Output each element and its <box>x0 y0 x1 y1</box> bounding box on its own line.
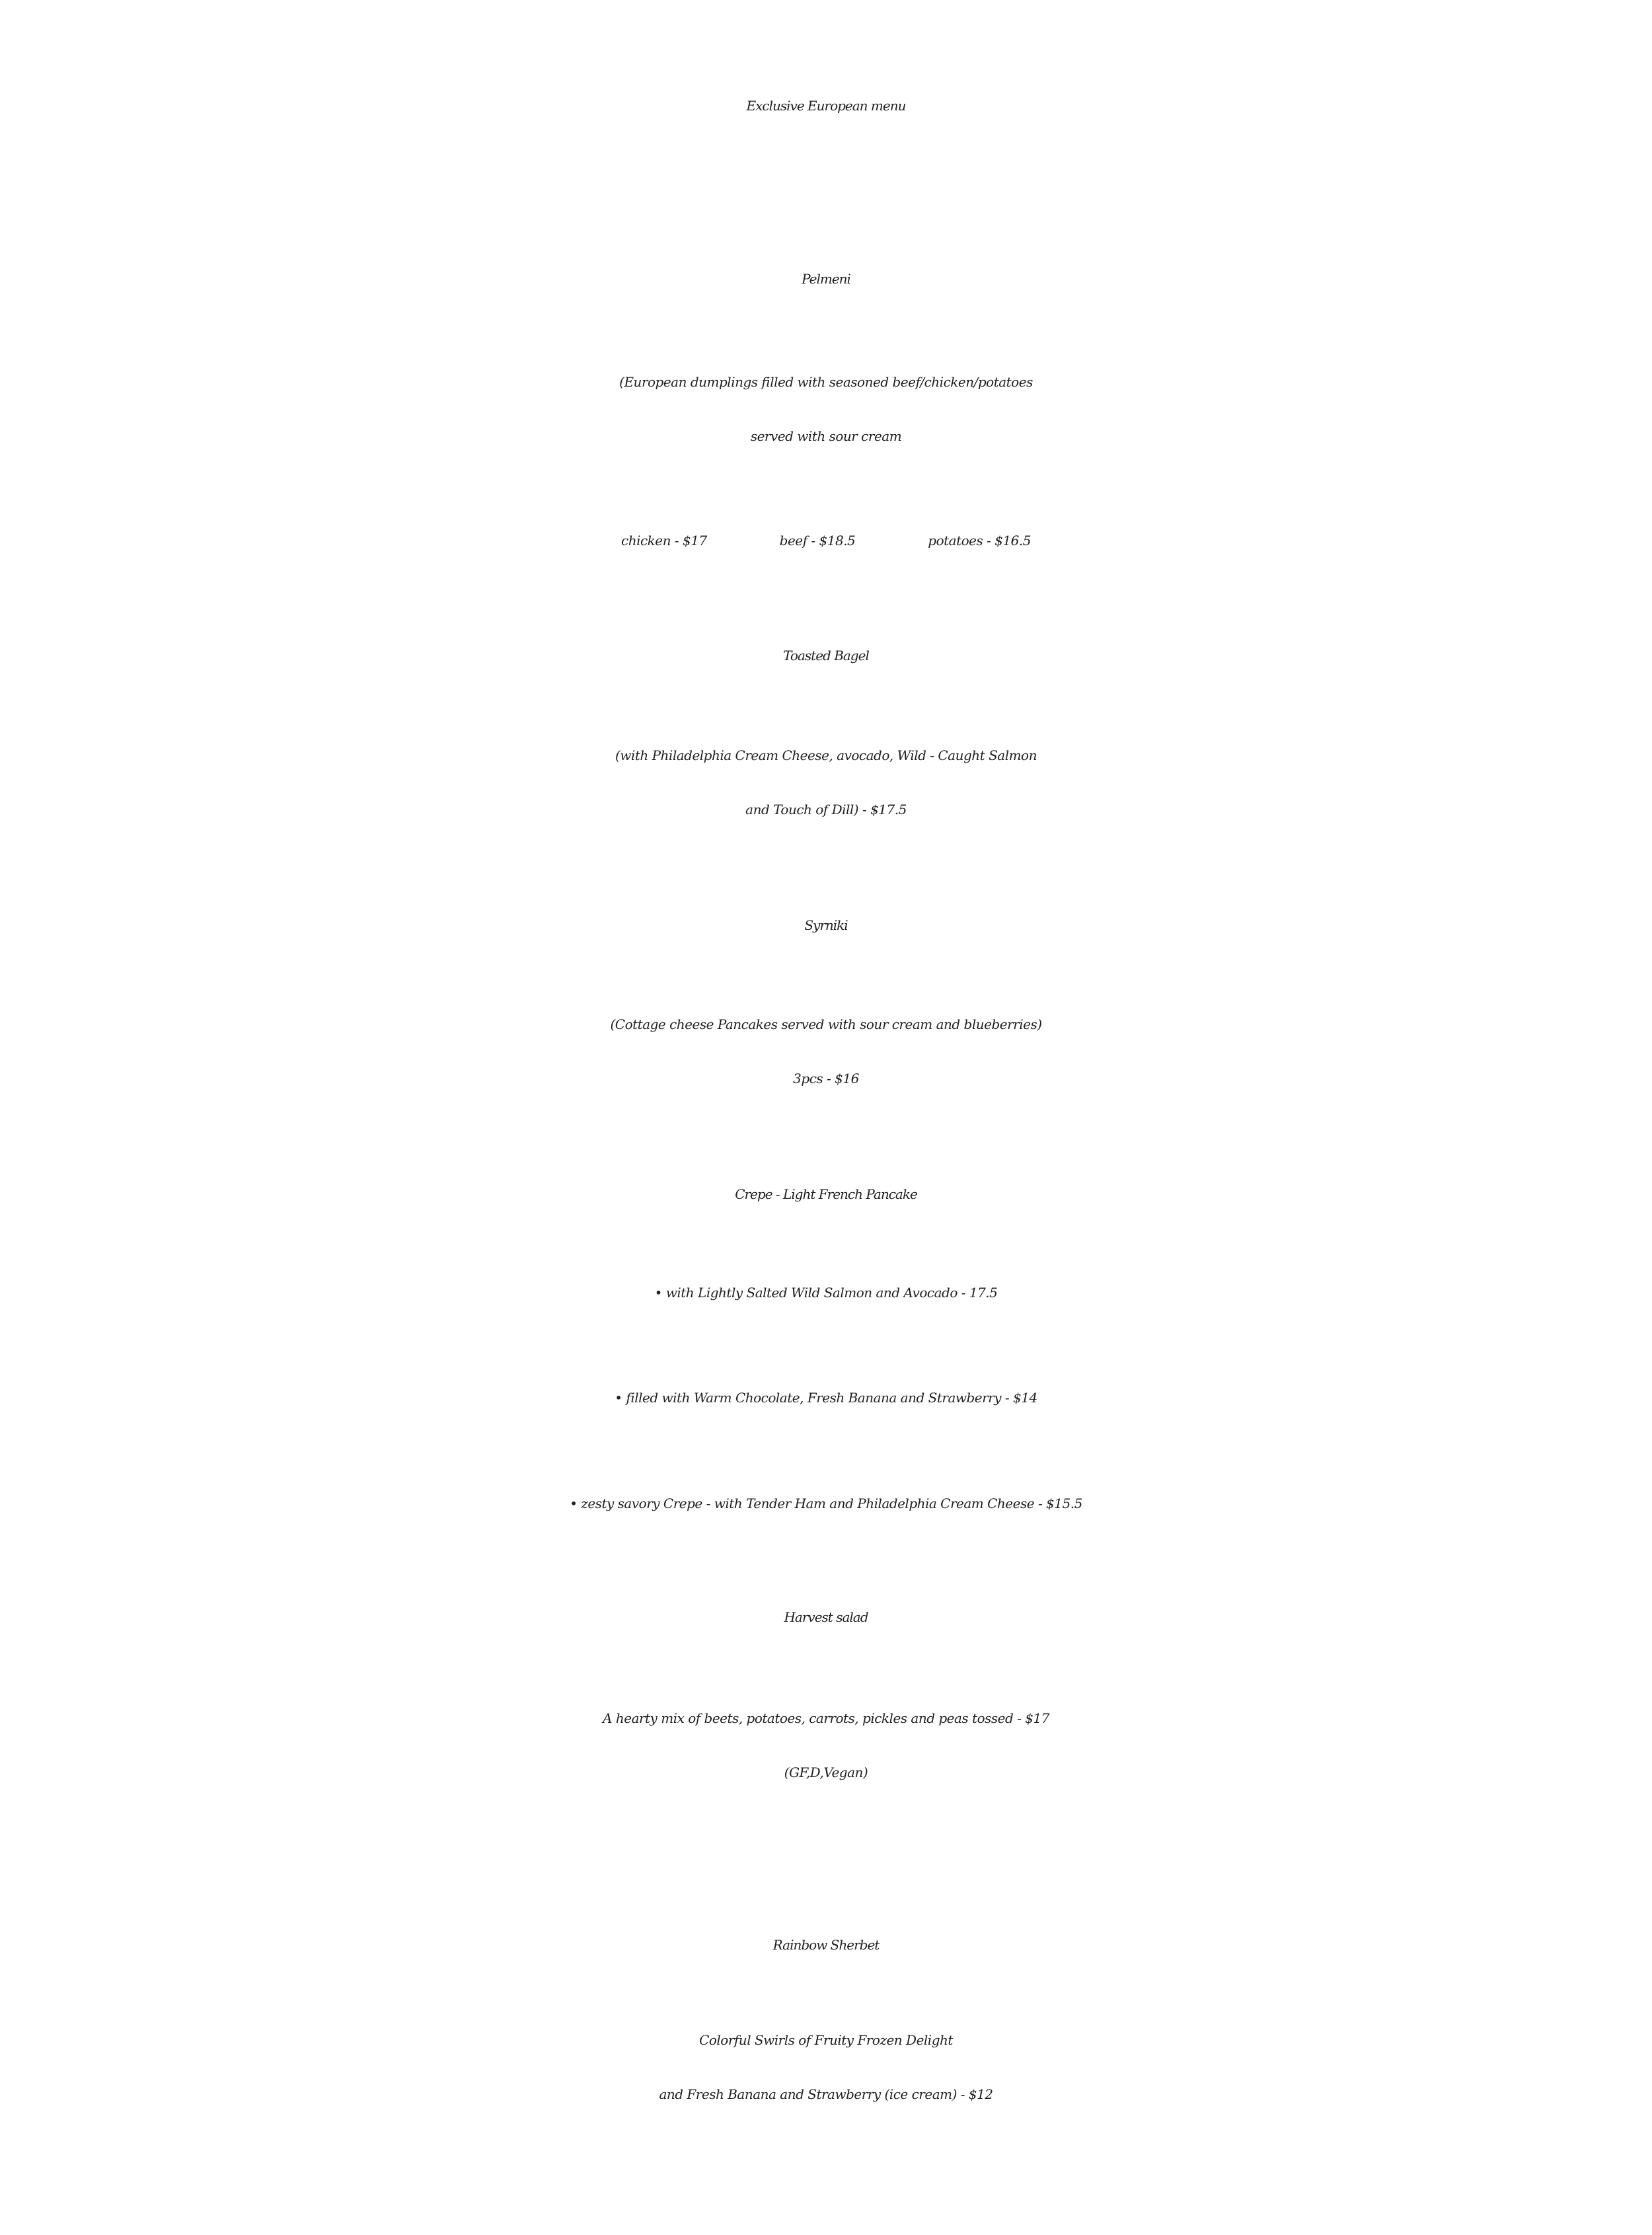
menu-title: Exclusive European menu <box>746 98 906 114</box>
crepe-option: • filled with Warm Chocolate, Fresh Banana and Strawberry - $14 <box>615 1390 1037 1406</box>
item-description: Colorful Swirls of Fruity Frozen Delight <box>699 2032 953 2048</box>
item-name: Pelmeni <box>802 271 850 287</box>
item-name: Rainbow Sherbet <box>772 1937 880 1953</box>
item-description: (Cottage cheese Pancakes served with sour cream and blueberries) <box>610 1016 1042 1032</box>
item-name: Toasted Bagel <box>783 648 869 663</box>
item-description: (with Philadelphia Cream Cheese, avocado, Wild - Caught Salmon <box>615 747 1037 763</box>
item-name: Harvest salad <box>784 1609 868 1625</box>
crepe-option: • with Lightly Salted Wild Salmon and Avocado - 17.5 <box>654 1285 998 1301</box>
item-description: A hearty mix of beets, potatoes, carrots, pickles and peas tossed - $17 <box>603 1710 1049 1726</box>
item-name: Syrniki <box>804 917 848 933</box>
item-name: Crepe - Light French Pancake <box>735 1186 917 1202</box>
price-chicken: chicken - $17 <box>621 533 707 549</box>
item-description: served with sour cream <box>750 428 902 444</box>
price-potatoes: potatoes - $16.5 <box>928 533 1031 549</box>
item-description: and Fresh Banana and Strawberry (ice cream) - $12 <box>659 2086 993 2102</box>
price-beef: beef - $18.5 <box>779 533 856 549</box>
item-dietary-tags: (GF,D,Vegan) <box>784 1764 868 1780</box>
crepe-option: • zesty savory Crepe - with Tender Ham and Philadelphia Cream Cheese - $15.5 <box>570 1496 1082 1511</box>
item-description: and Touch of Dill) - $17.5 <box>745 802 907 817</box>
item-description: (European dumplings filled with seasoned beef/chicken/potatoes <box>619 374 1033 390</box>
item-price: 3pcs - $16 <box>793 1071 859 1086</box>
item-price-list <box>0 534 1652 547</box>
